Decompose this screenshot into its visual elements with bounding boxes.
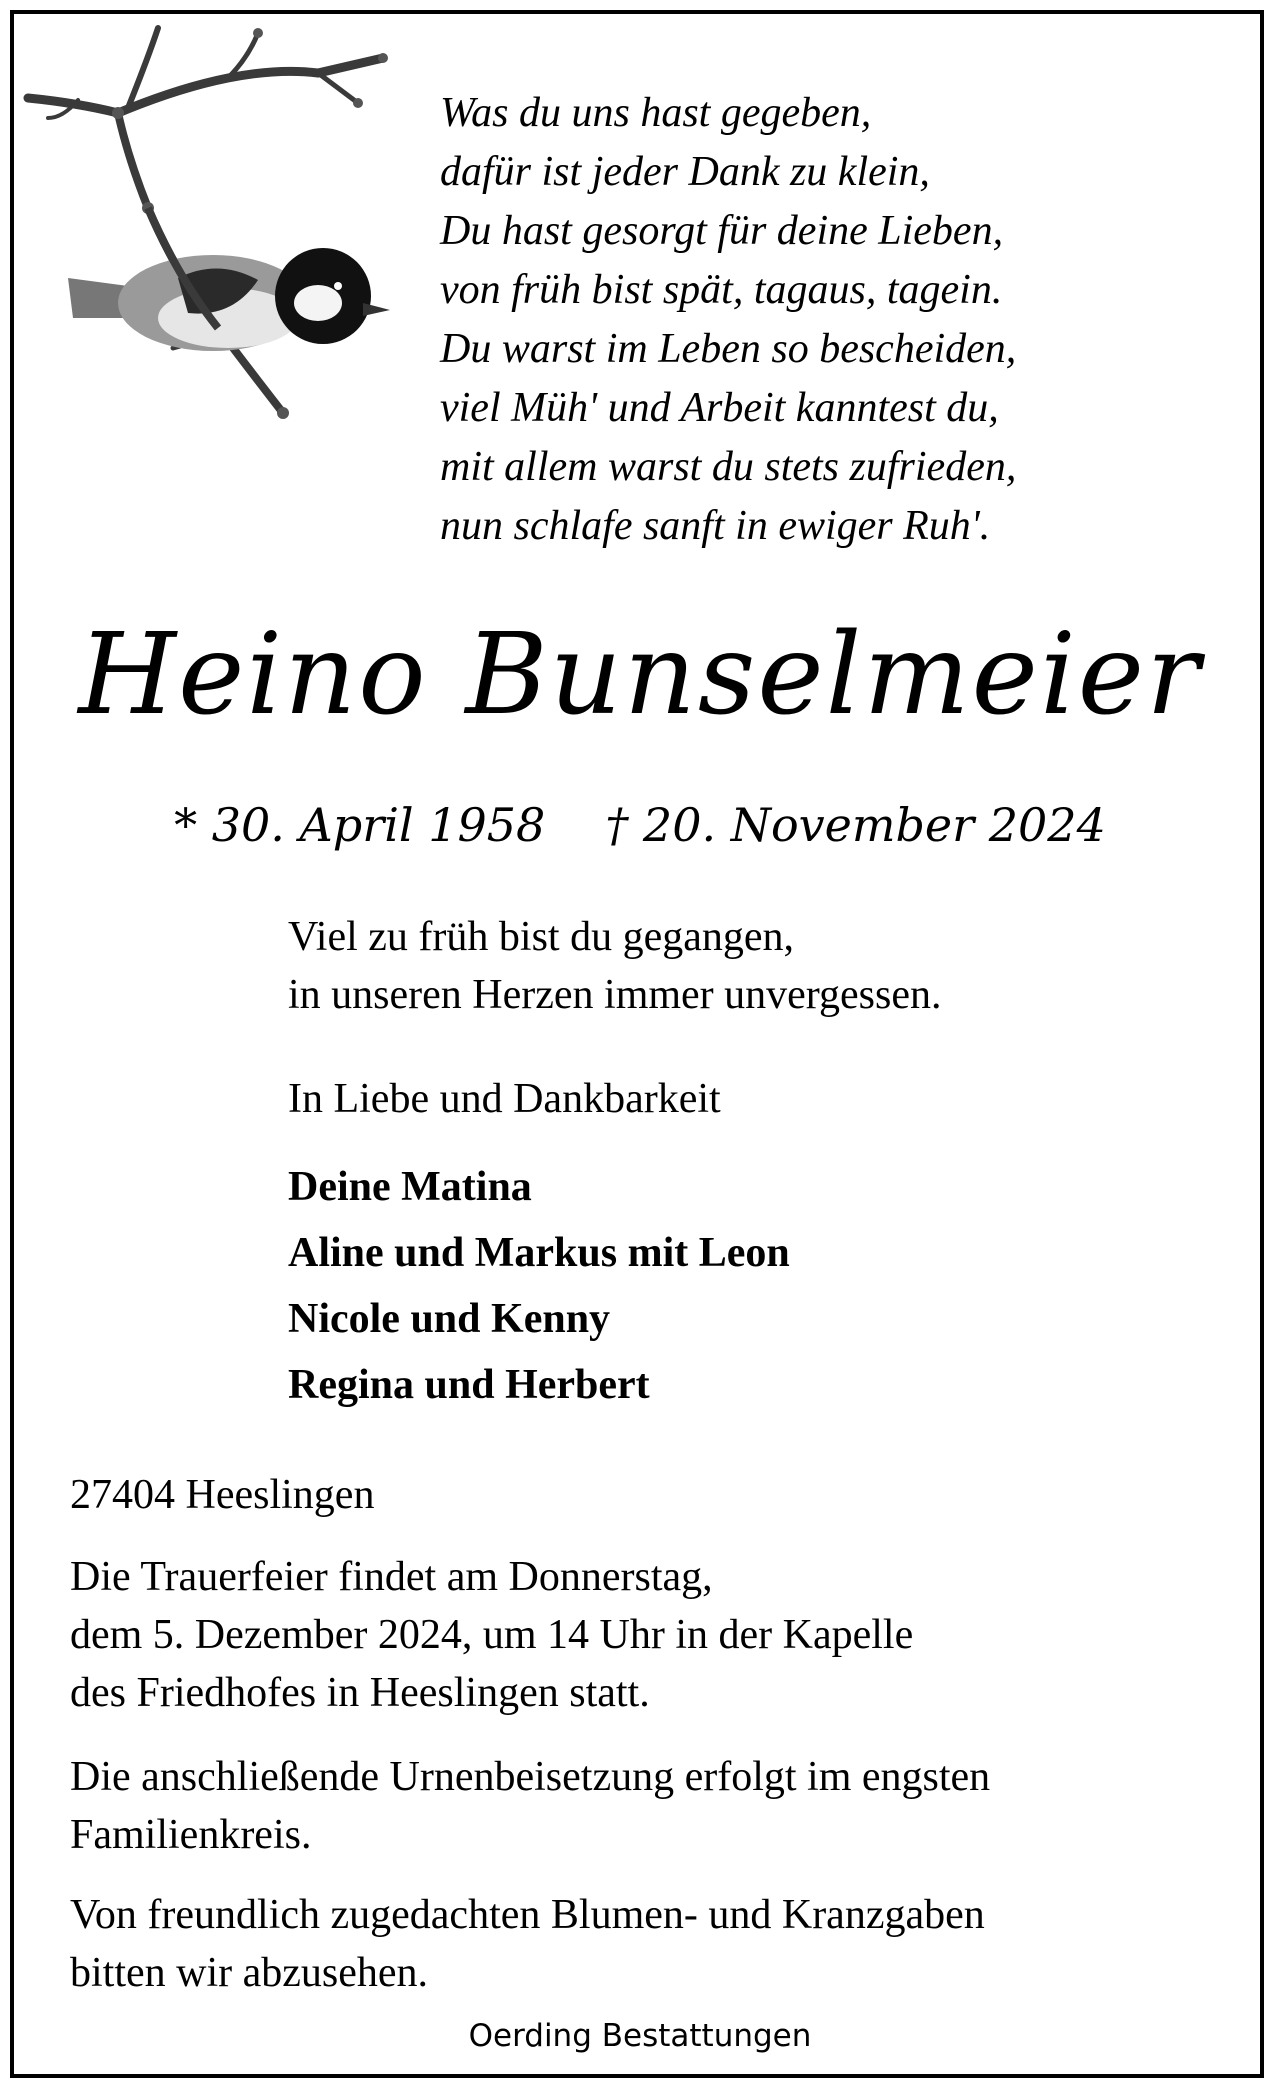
urn-line: Familienkreis. — [70, 1812, 312, 1858]
verse-line: Viel zu früh bist du gegangen, — [288, 914, 795, 960]
verse-line: in unseren Herzen immer unvergessen. — [288, 972, 942, 1018]
poem-line: mit allem warst du stets zufrieden, — [440, 444, 1017, 490]
life-dates — [0, 795, 1280, 855]
closing-phrase: In Liebe und Dankbarkeit — [288, 1076, 721, 1122]
undertaker-credit: Oerding Bestattungen — [468, 2018, 812, 2054]
deceased-name: Heino Bunselmeier — [78, 610, 1202, 740]
urn-notice — [70, 1748, 990, 1864]
flowers-line: Von freundlich zugedachten Blumen- und Kranzgaben — [70, 1892, 985, 1938]
service-line: Die Trauerfeier findet am Donnerstag, — [70, 1554, 713, 1600]
poem-line: dafür ist jeder Dank zu klein, — [440, 149, 930, 195]
mourner: Deine Matina — [288, 1164, 532, 1210]
mourner: Aline und Markus mit Leon — [288, 1230, 790, 1276]
birth-date: * 30. April 1958 — [174, 798, 546, 852]
death-date: † 20. November 2024 — [605, 798, 1106, 852]
poem-line: viel Müh' und Arbeit kanntest du, — [440, 385, 999, 431]
urn-line: Die anschließende Urnenbeisetzung erfolgt im engsten — [70, 1754, 991, 1800]
service-line: des Friedhofes in Heeslingen statt. — [70, 1670, 650, 1716]
poem — [440, 84, 1016, 556]
memorial-verse — [288, 908, 942, 1024]
flowers-line: bitten wir abzusehen. — [70, 1950, 429, 1996]
poem-line: von früh bist spät, tagaus, tagein. — [440, 267, 1003, 313]
bird-on-branch-illustration — [18, 18, 398, 438]
service-line: dem 5. Dezember 2024, um 14 Uhr in der Kapelle — [70, 1612, 914, 1658]
service-notice — [70, 1548, 913, 1722]
poem-line: Du warst im Leben so bescheiden, — [440, 326, 1017, 372]
mourner: Nicole und Kenny — [288, 1296, 611, 1342]
poem-line: Du hast gesorgt für deine Lieben, — [440, 208, 1004, 254]
bird-icon — [68, 248, 390, 351]
location: 27404 Heeslingen — [70, 1472, 375, 1518]
mourner: Regina und Herbert — [288, 1362, 650, 1408]
poem-line: nun schlafe sanft in ewiger Ruh'. — [440, 503, 991, 549]
flowers-notice — [70, 1886, 985, 2002]
mourners-list — [288, 1154, 790, 1418]
poem-line: Was du uns hast gegeben, — [440, 90, 872, 136]
